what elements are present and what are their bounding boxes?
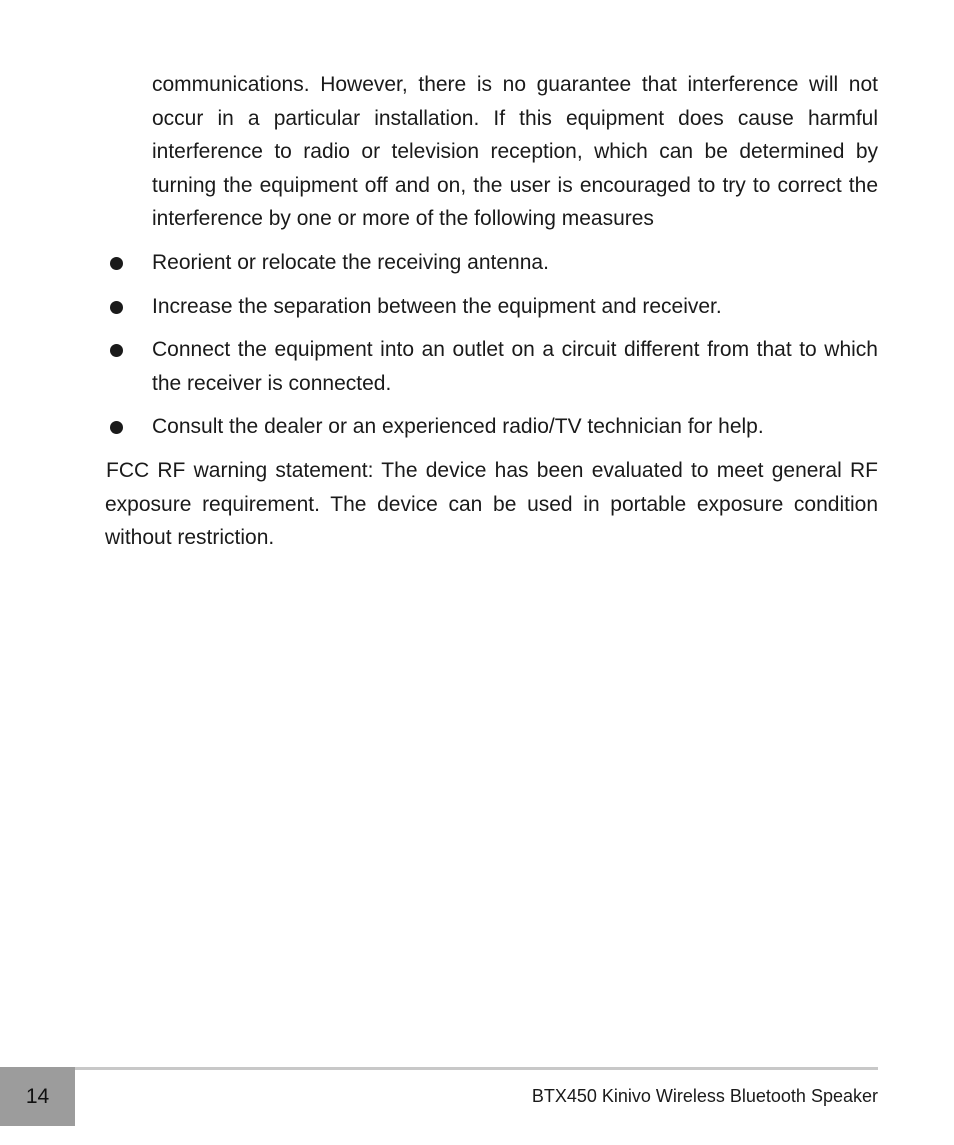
- running-title: BTX450 Kinivo Wireless Bluetooth Speaker: [531, 1086, 878, 1106]
- bullet-icon: [110, 344, 123, 357]
- measure-text: Connect the equipment into an outlet on a circuit different from that to which the receiver is connected.: [152, 338, 878, 395]
- measure-text: Increase the separation between the equipment and receiver.: [152, 295, 722, 318]
- measure-text: Consult the dealer or an experienced radio/TV technician for help.: [152, 415, 764, 438]
- continued-paragraph: communications. However, there is no guarantee that interference will not occur in a particular installation. If this equipment does cause harmful interference to radio or television reception, which can be determined by turning the equipment off and on, the user is encouraged to try to correct the interference by one or more of the following measures: [152, 73, 878, 231]
- bullet-icon: [110, 421, 123, 434]
- footer-divider: [75, 1067, 878, 1070]
- rf-warning-statement: FCC RF warning statement: The device has been evaluated to meet general RF exposure requirement. The device can be used in portable exposure condition without restriction.: [105, 459, 878, 550]
- bullet-icon: [110, 301, 123, 314]
- bullet-icon: [110, 257, 123, 270]
- page-number: 14: [25, 1085, 50, 1108]
- measure-text: Reorient or relocate the receiving antenna.: [152, 251, 549, 274]
